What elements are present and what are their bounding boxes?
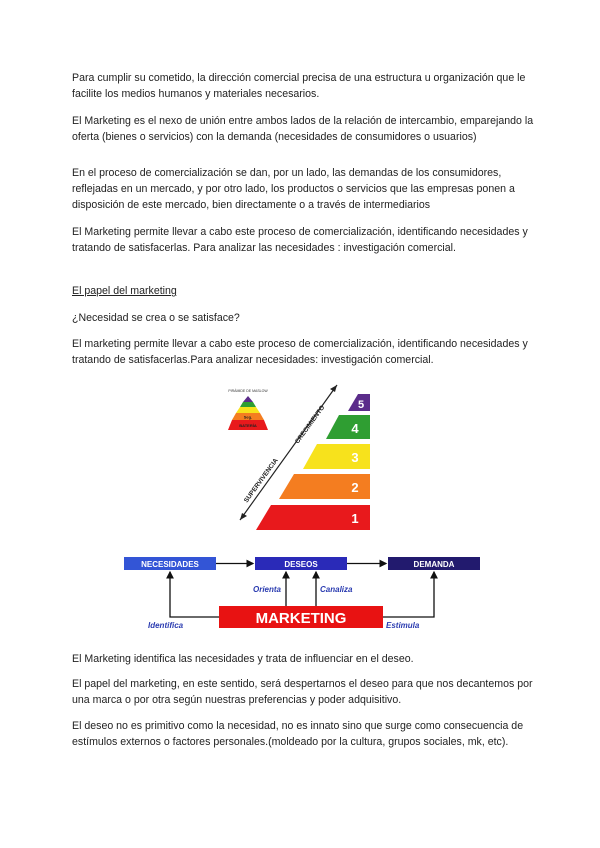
paragraph-deseo-no-primitivo: El deseo no es primitivo como la necesidad, no es innato sino que surge como consecuencia de estímulos externos o factores personales.(moldeado por la cultura, grupos sociales, mk, etc). <box>72 720 524 749</box>
axis-label-supervivencia: SUPERVIVENCIA <box>242 457 280 505</box>
paragraph-question: ¿Necesidad se crea o se satisface? <box>72 312 240 324</box>
pyramid-label-1: 1 <box>351 511 359 526</box>
small-pyramid-level-4 <box>240 402 256 407</box>
paragraph-marketing-nexo: El Marketing es el nexo de unión entre ambos lados de la relación de intercambio, emparejando la oferta (bienes o servicios) con la demanda (necesidades de consumidores o usuarios) <box>72 115 534 144</box>
label-deseos: DESEOS <box>284 560 318 569</box>
label-orienta: Orienta <box>252 585 281 594</box>
axis-label-crecimiento: CRECIMIENTO <box>293 404 327 446</box>
paragraph-direccion-comercial: Para cumplir su cometido, la dirección comercial precisa de una estructura u organización que le facilite los medios humanos y materiales necesarios. <box>72 72 526 101</box>
pyramid-figure <box>210 380 390 535</box>
small-pyramid-level-5 <box>243 396 253 402</box>
arrow-head-up <box>330 385 337 392</box>
pyramid-label-3: 3 <box>351 450 359 465</box>
small-pyramid-label-bottom: BATERÍA <box>239 423 257 428</box>
pyramid-label-4: 4 <box>351 421 359 436</box>
label-necesidades: NECESIDADES <box>141 560 199 569</box>
arrow-head-down <box>240 513 247 520</box>
arrow-identifica <box>170 572 219 617</box>
pyramid-label-2: 2 <box>351 480 359 495</box>
arrow-estimula <box>383 572 434 617</box>
marketing-flow-diagram <box>118 553 488 638</box>
label-estimula: Estimula <box>386 621 420 630</box>
small-pyramid-title: PIRÁMIDE DE MASLOW <box>228 389 268 393</box>
paragraph-papel-deseo: El papel del marketing, en este sentido, será despertarnos el deseo para que nos decantemos por una marca o por otra según nuestras preferencias y poder adquisitivo. <box>72 678 533 707</box>
pyramid-level-4 <box>326 415 370 439</box>
paragraph-marketing-permite: El Marketing permite llevar a cabo este proceso de comercialización, identificando necesidades y tratando de satisfacerlas. Para analizar las necesidades : investigación comercial. <box>72 226 528 255</box>
label-canaliza: Canaliza <box>320 585 353 594</box>
paragraph-proceso-comercializacion: En el proceso de comercialización se dan, por un lado, las demandas de los consumidores, reflejadas en un mercado, y por otro lado, los productos o servicios que las empresas ponen a disposición de este mercado, bien directamente o a través de intermediarios <box>72 167 515 212</box>
paragraph-marketing-permite-2: El marketing permite llevar a cabo este proceso de comercialización, identificando necesidades y tratando de satisfacerlas.Para analizar necesidades: investigación comercial. <box>72 338 528 367</box>
pyramid-level-3 <box>303 444 370 469</box>
label-identifica: Identifica <box>148 621 184 630</box>
small-pyramid-level-3 <box>236 407 260 413</box>
paragraph-identifica-necesidades: El Marketing identifica las necesidades y trata de influenciar en el deseo. <box>72 653 414 665</box>
section-heading: El papel del marketing <box>72 285 177 297</box>
label-marketing: MARKETING <box>255 610 347 627</box>
small-pyramid-label-mid: Seg. <box>243 414 253 420</box>
label-demanda: DEMANDA <box>413 560 455 569</box>
pyramid-label-5: 5 <box>357 399 365 411</box>
